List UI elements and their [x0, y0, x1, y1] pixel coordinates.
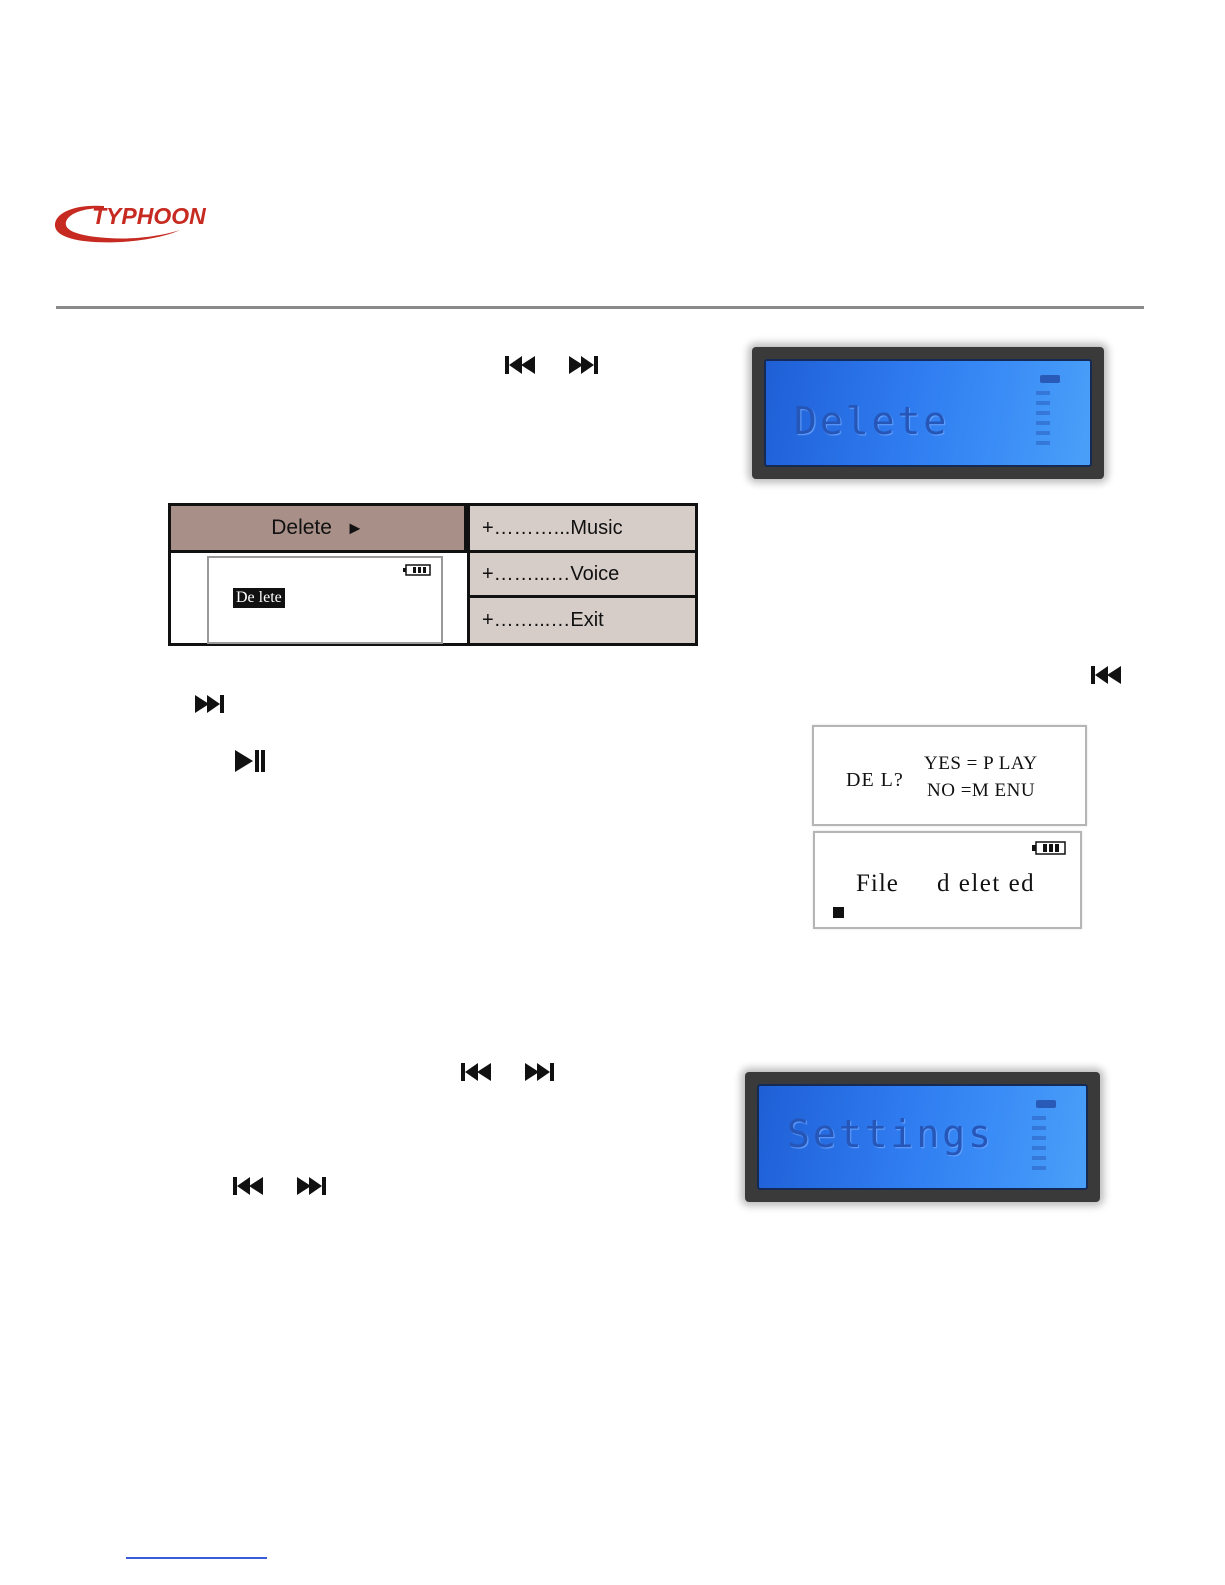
skip-forward-icon [193, 694, 225, 714]
lcd-delete-text: Delete [794, 399, 950, 443]
skip-back-icon [1091, 665, 1123, 685]
cursor-block [833, 907, 844, 918]
header-divider [56, 306, 1144, 309]
menu-lcd-preview [207, 556, 443, 644]
lcd-segment-marks [1036, 391, 1050, 451]
lcd-screen [757, 1084, 1088, 1190]
lcd-delete-photo [752, 347, 1104, 479]
skip-back-icon [461, 1062, 493, 1082]
battery-icon [1040, 375, 1060, 383]
menu-header-label: Delete [271, 516, 332, 539]
lcd-screen [764, 359, 1092, 467]
battery-icon [1032, 841, 1066, 860]
menu-item-exit [470, 598, 695, 643]
delete-confirm-screen [812, 725, 1087, 826]
lcd-delete-highlight: De lete [233, 588, 285, 608]
no-option: NO =M ENU [927, 780, 1036, 801]
footer-link-underline [126, 1557, 267, 1559]
battery-icon [403, 563, 431, 581]
lcd-settings-text: Settings [787, 1112, 995, 1156]
typhoon-logo [52, 196, 228, 252]
skip-forward-icon [523, 1062, 555, 1082]
file-deleted-screen [813, 831, 1082, 929]
menu-item-music [470, 506, 695, 553]
yes-option: YES = P LAY [924, 753, 1038, 774]
lcd-segment-marks [1032, 1116, 1046, 1176]
logo-text: TYPHOON [92, 203, 206, 229]
skip-forward-icon [567, 355, 599, 375]
menu-item-voice [470, 553, 695, 598]
delete-question: DE L? [846, 769, 904, 791]
skip-forward-icon [295, 1176, 327, 1196]
lcd-settings-photo [745, 1072, 1100, 1202]
deleted-word: d elet ed [937, 870, 1036, 897]
skip-back-icon [505, 355, 537, 375]
delete-menu-diagram [168, 503, 698, 646]
battery-icon [1036, 1100, 1056, 1108]
right-arrow-icon: ► [345, 517, 364, 538]
menu-item-label: +………...Music [482, 516, 623, 539]
menu-item-label: +……...…Exit [482, 609, 604, 631]
play-pause-icon [235, 749, 267, 773]
file-word: File [856, 870, 899, 897]
skip-back-icon [233, 1176, 265, 1196]
menu-item-label: +……...…Voice [482, 562, 620, 585]
menu-header [171, 506, 467, 553]
